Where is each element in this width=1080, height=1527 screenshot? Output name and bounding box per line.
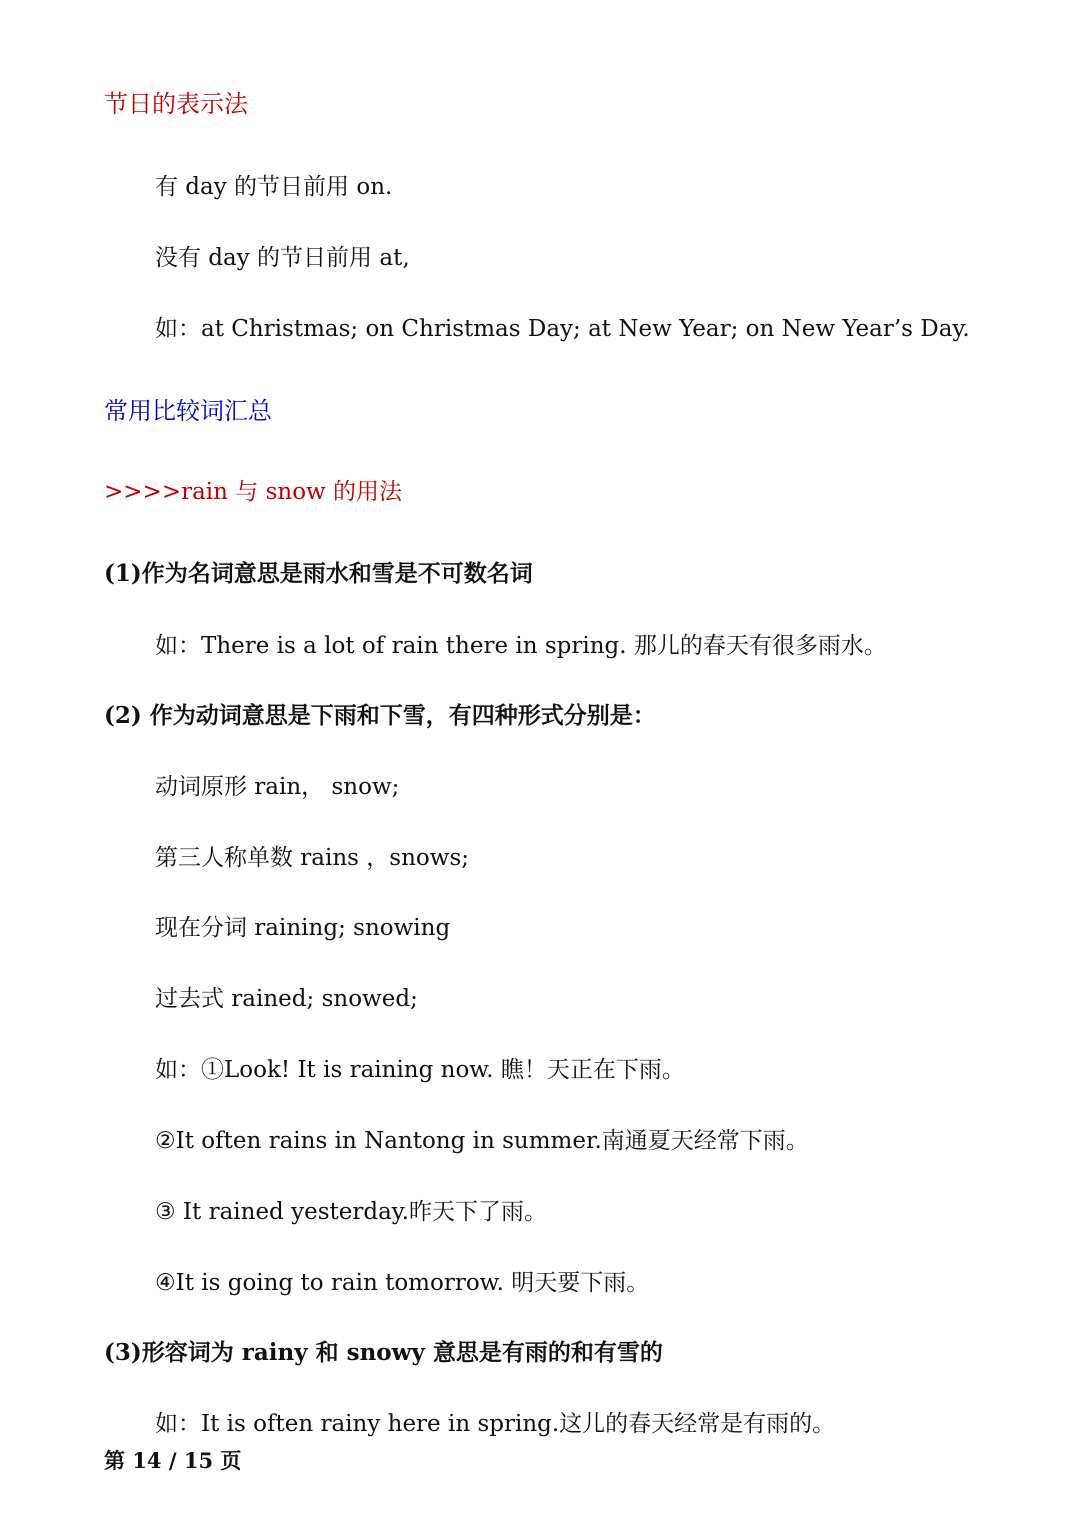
compare-heading: 常用比较词汇总 <box>104 397 272 425</box>
verb-example-2: ②It often rains in Nantong in summer.南通夏天经常下雨。 <box>155 1128 809 1154</box>
holiday-example: 如：at Christmas; on Christmas Day; at New Year; on New Year’s Day. <box>155 316 970 342</box>
verb-form-base: 动词原形 rain， snow; <box>155 774 400 800</box>
holiday-heading: 节日的表示法 <box>104 90 248 118</box>
verb-form-third-person: 第三人称单数 rains ，snows; <box>155 845 470 871</box>
page-number: 第 14 / 15 页 <box>104 1448 242 1473</box>
adjective-usage-example: 如：It is often rainy here in spring.这儿的春天经常是有雨的。 <box>155 1411 836 1437</box>
verb-example-3: ③ It rained yesterday.昨天下了雨。 <box>155 1199 548 1225</box>
verb-form-past: 过去式 rained; snowed; <box>155 986 418 1012</box>
adjective-usage-title: (3)形容词为 rainy 和 snowy 意思是有雨的和有雪的 <box>104 1339 663 1366</box>
holiday-rule-at: 没有 day 的节日前用 at, <box>155 245 410 271</box>
verb-example-1: 如：①Look! It is raining now. 瞧！天正在下雨。 <box>155 1057 685 1083</box>
rain-snow-subheading: >>>>rain 与 snow 的用法 <box>104 479 403 505</box>
noun-usage-example: 如：There is a lot of rain there in spring. 那儿的春天有很多雨水。 <box>155 633 887 659</box>
holiday-rule-on: 有 day 的节日前用 on. <box>155 174 393 200</box>
noun-usage-title: (1)作为名词意思是雨水和雪是不可数名词 <box>104 560 533 587</box>
verb-usage-title: (2) 作为动词意思是下雨和下雪，有四种形式分别是： <box>104 702 656 729</box>
verb-example-4: ④It is going to rain tomorrow. 明天要下雨。 <box>155 1270 650 1296</box>
verb-form-present-participle: 现在分词 raining; snowing <box>155 915 451 941</box>
